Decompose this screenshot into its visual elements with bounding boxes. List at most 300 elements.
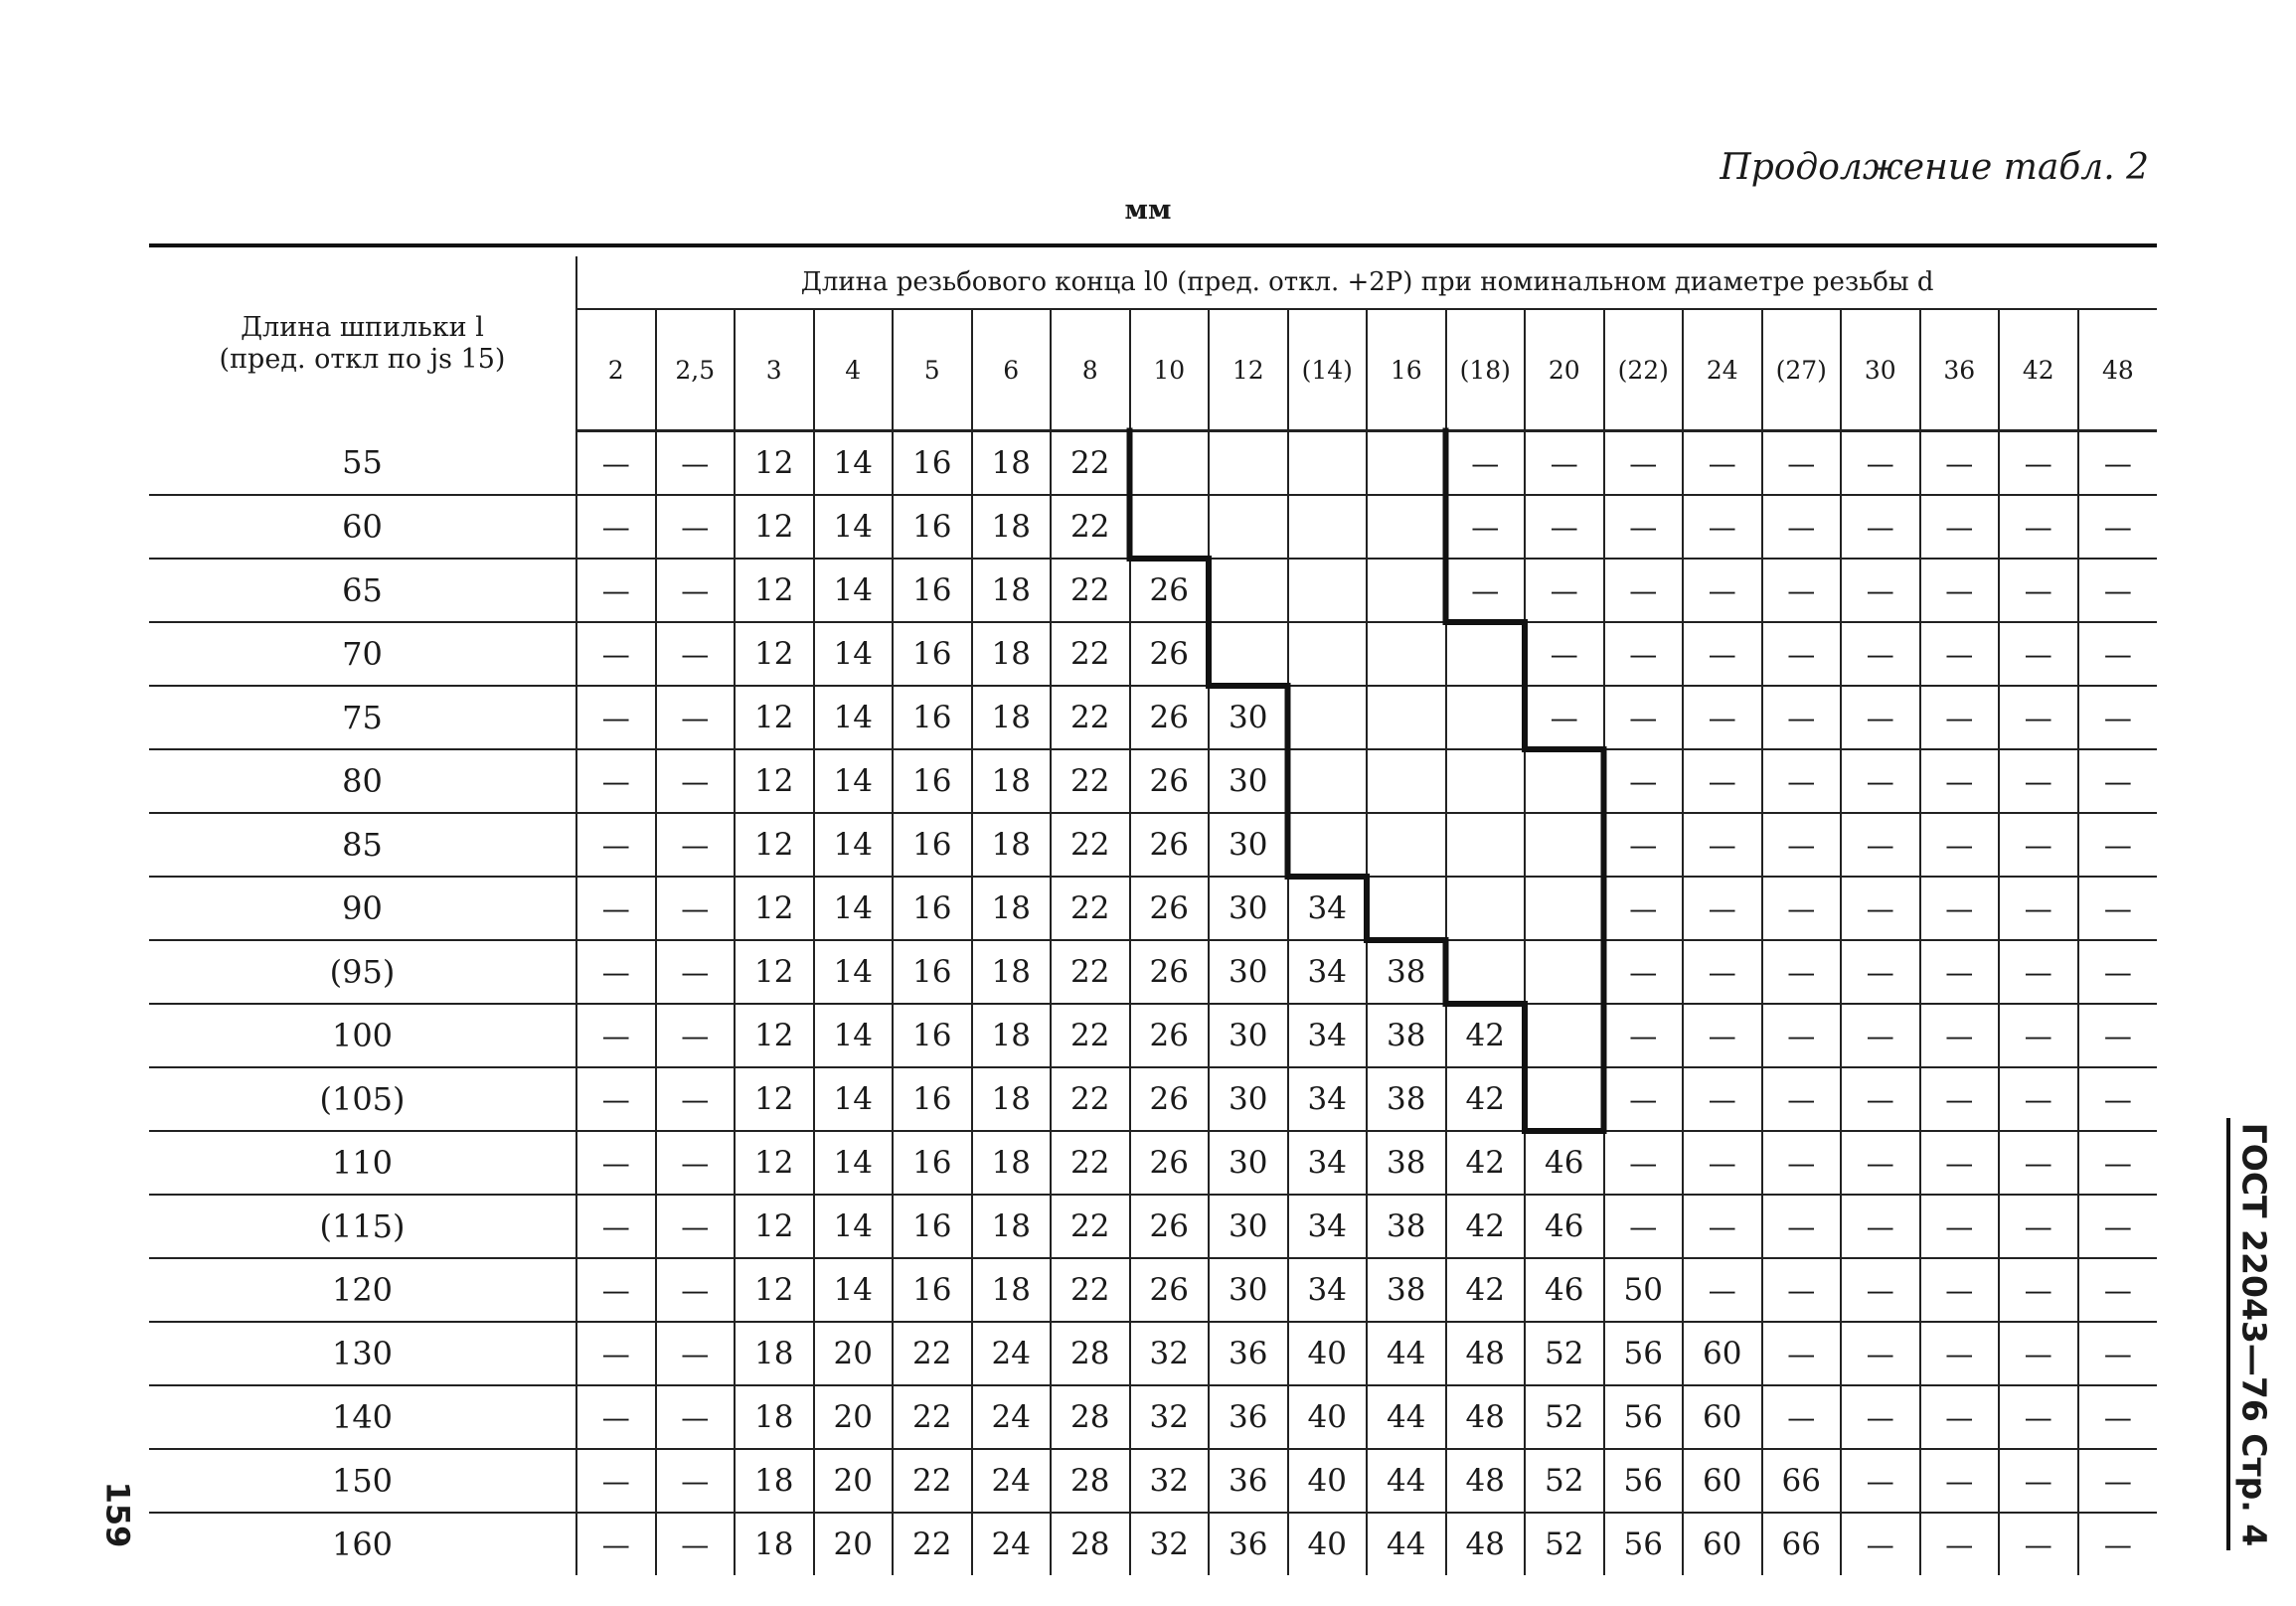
- diameter-header: 8: [1051, 309, 1130, 431]
- thread-length-cell: 48: [1446, 1322, 1526, 1385]
- stud-length: 85: [149, 813, 576, 877]
- thread-length-cell: 26: [1130, 749, 1210, 813]
- thread-length-cell: —: [2078, 940, 2158, 1004]
- thread-length-cell: 14: [814, 431, 894, 496]
- thread-length-cell: 22: [893, 1385, 972, 1449]
- thread-length-cell: —: [1762, 431, 1842, 496]
- diameter-header: 3: [735, 309, 814, 431]
- thread-length-cell: 18: [972, 559, 1052, 622]
- thread-length-cell: [1288, 749, 1368, 813]
- thread-length-cell: 40: [1288, 1385, 1368, 1449]
- thread-length-cell: —: [1920, 1258, 2000, 1322]
- thread-length-cell: 22: [1051, 431, 1130, 496]
- thread-length-cell: 24: [972, 1385, 1052, 1449]
- thread-length-cell: —: [1841, 1385, 1920, 1449]
- thread-length-cell: 34: [1288, 1067, 1368, 1131]
- margin-text: ГОСТ 22043—76 Стр. 4: [2234, 1122, 2274, 1546]
- thread-length-cell: 48: [1446, 1385, 1526, 1449]
- thread-length-cell: —: [1841, 1004, 1920, 1067]
- thread-length-cell: 16: [893, 877, 972, 940]
- thread-length-cell: 16: [893, 686, 972, 749]
- thread-length-cell: 18: [735, 1322, 814, 1385]
- thread-length-cell: —: [2078, 431, 2158, 496]
- thread-length-cell: —: [576, 1067, 656, 1131]
- thread-length-cell: —: [1999, 749, 2078, 813]
- thread-length-cell: —: [1604, 940, 1684, 1004]
- thread-length-cell: —: [656, 749, 736, 813]
- thread-length-cell: —: [1841, 877, 1920, 940]
- stub-header-line1: Длина шпильки l: [241, 311, 484, 343]
- table-row: [149, 1131, 2157, 1195]
- thread-length-cell: —: [1683, 1067, 1762, 1131]
- thread-length-cell: —: [576, 1449, 656, 1513]
- page-number: 159: [98, 1481, 137, 1548]
- thread-length-cell: 60: [1683, 1385, 1762, 1449]
- thread-length-cell: —: [576, 1258, 656, 1322]
- thread-length-cell: 56: [1604, 1449, 1684, 1513]
- table-row: [149, 877, 2157, 940]
- thread-length-cell: [1367, 686, 1446, 749]
- thread-length-cell: 16: [893, 1131, 972, 1195]
- thread-length-cell: —: [2078, 1513, 2158, 1575]
- top-rule: [149, 243, 2157, 247]
- thread-length-cell: —: [576, 1131, 656, 1195]
- thread-length-cell: 42: [1446, 1131, 1526, 1195]
- thread-length-cell: —: [1841, 813, 1920, 877]
- thread-length-cell: [1446, 813, 1526, 877]
- thread-length-cell: 32: [1130, 1385, 1210, 1449]
- thread-length-cell: 40: [1288, 1513, 1368, 1575]
- thread-length-cell: —: [1604, 1067, 1684, 1131]
- thread-length-cell: 18: [972, 940, 1052, 1004]
- thread-length-cell: —: [1999, 940, 2078, 1004]
- thread-length-cell: 26: [1130, 1004, 1210, 1067]
- thread-length-cell: —: [1999, 686, 2078, 749]
- thread-length-cell: —: [2078, 1449, 2158, 1513]
- thread-length-cell: —: [1604, 749, 1684, 813]
- thread-length-cell: —: [656, 431, 736, 496]
- stud-length-table: [149, 256, 2157, 1575]
- thread-length-cell: 28: [1051, 1449, 1130, 1513]
- diameter-header: 20: [1525, 309, 1604, 431]
- stub-header: [149, 256, 576, 431]
- thread-length-cell: —: [1683, 559, 1762, 622]
- thread-length-cell: —: [1999, 431, 2078, 496]
- thread-length-cell: [1130, 495, 1210, 559]
- thread-length-cell: —: [2078, 1131, 2158, 1195]
- thread-length-cell: [1446, 749, 1526, 813]
- thread-length-cell: [1288, 686, 1368, 749]
- thread-length-cell: —: [1920, 1195, 2000, 1258]
- thread-length-cell: 32: [1130, 1449, 1210, 1513]
- thread-length-cell: —: [1920, 1131, 2000, 1195]
- thread-length-cell: 56: [1604, 1385, 1684, 1449]
- thread-length-cell: 12: [735, 431, 814, 496]
- thread-length-cell: 56: [1604, 1513, 1684, 1575]
- thread-length-cell: 30: [1209, 749, 1288, 813]
- diameter-header: 48: [2078, 309, 2158, 431]
- thread-length-cell: 38: [1367, 1004, 1446, 1067]
- thread-length-cell: —: [1999, 1513, 2078, 1575]
- thread-length-cell: —: [1999, 1449, 2078, 1513]
- thread-length-cell: —: [1525, 559, 1604, 622]
- thread-length-cell: 40: [1288, 1449, 1368, 1513]
- diameter-header: (22): [1604, 309, 1684, 431]
- thread-length-cell: —: [1446, 495, 1526, 559]
- thread-length-cell: —: [576, 1195, 656, 1258]
- thread-length-cell: —: [656, 1385, 736, 1449]
- thread-length-cell: —: [1683, 813, 1762, 877]
- thread-length-cell: —: [1762, 749, 1842, 813]
- stud-length: (115): [149, 1195, 576, 1258]
- table-row: [149, 813, 2157, 877]
- thread-length-cell: 52: [1525, 1513, 1604, 1575]
- thread-length-cell: —: [2078, 1195, 2158, 1258]
- thread-length-cell: —: [1920, 940, 2000, 1004]
- thread-length-cell: —: [1762, 1385, 1842, 1449]
- thread-length-cell: —: [1999, 1004, 2078, 1067]
- thread-length-cell: 38: [1367, 1067, 1446, 1131]
- table-row: [149, 940, 2157, 1004]
- thread-length-cell: 44: [1367, 1513, 1446, 1575]
- table-row: [149, 1004, 2157, 1067]
- thread-length-cell: —: [1999, 495, 2078, 559]
- thread-length-cell: 12: [735, 749, 814, 813]
- thread-length-cell: [1209, 495, 1288, 559]
- thread-length-cell: 52: [1525, 1322, 1604, 1385]
- thread-length-cell: 26: [1130, 1067, 1210, 1131]
- thread-length-cell: 26: [1130, 686, 1210, 749]
- thread-length-cell: 16: [893, 940, 972, 1004]
- thread-length-cell: 44: [1367, 1385, 1446, 1449]
- thread-length-cell: —: [1920, 559, 2000, 622]
- thread-length-cell: 34: [1288, 1195, 1368, 1258]
- diameter-header: 16: [1367, 309, 1446, 431]
- thread-length-cell: —: [1920, 749, 2000, 813]
- thread-length-cell: 14: [814, 1195, 894, 1258]
- thread-length-cell: —: [1999, 877, 2078, 940]
- thread-length-cell: —: [2078, 1004, 2158, 1067]
- stub-header-line2: (пред. откл по js 15): [219, 343, 506, 375]
- thread-length-cell: [1288, 622, 1368, 686]
- thread-length-cell: 26: [1130, 1195, 1210, 1258]
- thread-length-cell: 52: [1525, 1385, 1604, 1449]
- thread-length-cell: —: [1841, 1195, 1920, 1258]
- table-row: [149, 1258, 2157, 1322]
- thread-length-cell: —: [1604, 495, 1684, 559]
- thread-length-cell: —: [1841, 749, 1920, 813]
- thread-length-cell: —: [1920, 1004, 2000, 1067]
- thread-length-cell: 12: [735, 1195, 814, 1258]
- thread-length-cell: 36: [1209, 1513, 1288, 1575]
- thread-length-cell: 12: [735, 1131, 814, 1195]
- thread-length-cell: [1446, 940, 1526, 1004]
- table-row: [149, 749, 2157, 813]
- stud-length: 130: [149, 1322, 576, 1385]
- thread-length-cell: —: [1604, 431, 1684, 496]
- thread-length-cell: —: [1841, 1322, 1920, 1385]
- thread-length-cell: 30: [1209, 1004, 1288, 1067]
- thread-length-cell: —: [2078, 749, 2158, 813]
- stud-length: 70: [149, 622, 576, 686]
- thread-length-cell: 24: [972, 1513, 1052, 1575]
- diameter-header: 42: [1999, 309, 2078, 431]
- thread-length-cell: 46: [1525, 1195, 1604, 1258]
- stud-length: 65: [149, 559, 576, 622]
- thread-length-cell: —: [1841, 1067, 1920, 1131]
- thread-length-cell: [1367, 495, 1446, 559]
- thread-length-cell: —: [1762, 1067, 1842, 1131]
- table-row: [149, 1513, 2157, 1575]
- thread-length-cell: 14: [814, 877, 894, 940]
- thread-length-cell: 12: [735, 559, 814, 622]
- table-row: [149, 1067, 2157, 1131]
- thread-length-cell: —: [1841, 622, 1920, 686]
- thread-length-cell: —: [656, 622, 736, 686]
- thread-length-cell: —: [656, 1513, 736, 1575]
- thread-length-cell: —: [1683, 495, 1762, 559]
- thread-length-cell: —: [1683, 622, 1762, 686]
- thread-length-cell: —: [576, 749, 656, 813]
- diameter-header: 6: [972, 309, 1052, 431]
- thread-length-cell: [1367, 559, 1446, 622]
- thread-length-cell: —: [576, 940, 656, 1004]
- thread-length-cell: 36: [1209, 1449, 1288, 1513]
- thread-length-cell: 22: [893, 1449, 972, 1513]
- thread-length-cell: —: [656, 1195, 736, 1258]
- thread-length-cell: —: [1683, 686, 1762, 749]
- thread-length-cell: 18: [972, 749, 1052, 813]
- thread-length-cell: —: [576, 1513, 656, 1575]
- thread-length-cell: —: [2078, 559, 2158, 622]
- thread-length-cell: 22: [1051, 686, 1130, 749]
- thread-length-cell: —: [1762, 877, 1842, 940]
- thread-length-cell: —: [576, 622, 656, 686]
- table-row: [149, 1195, 2157, 1258]
- thread-length-cell: —: [1920, 686, 2000, 749]
- thread-length-cell: —: [1841, 940, 1920, 1004]
- thread-length-cell: 18: [972, 877, 1052, 940]
- thread-length-cell: —: [1604, 877, 1684, 940]
- stud-length: 110: [149, 1131, 576, 1195]
- thread-length-cell: [1288, 431, 1368, 496]
- thread-length-cell: 38: [1367, 1195, 1446, 1258]
- thread-length-cell: —: [576, 877, 656, 940]
- thread-length-cell: 44: [1367, 1449, 1446, 1513]
- diameter-header: 5: [893, 309, 972, 431]
- thread-length-cell: 18: [972, 1258, 1052, 1322]
- thread-length-cell: 14: [814, 940, 894, 1004]
- stud-length: 100: [149, 1004, 576, 1067]
- thread-length-cell: —: [656, 813, 736, 877]
- thread-length-cell: 16: [893, 559, 972, 622]
- thread-length-cell: 18: [735, 1513, 814, 1575]
- thread-length-cell: —: [1999, 1131, 2078, 1195]
- thread-length-cell: —: [1604, 1004, 1684, 1067]
- thread-length-cell: —: [1762, 1195, 1842, 1258]
- diameter-header: 24: [1683, 309, 1762, 431]
- thread-length-cell: 38: [1367, 940, 1446, 1004]
- thread-length-cell: —: [1920, 1322, 2000, 1385]
- thread-length-cell: —: [1762, 940, 1842, 1004]
- thread-length-cell: 22: [1051, 1004, 1130, 1067]
- thread-length-cell: 34: [1288, 877, 1368, 940]
- table-row: [149, 431, 2157, 496]
- thread-length-cell: [1446, 877, 1526, 940]
- diameter-header: (18): [1446, 309, 1526, 431]
- thread-length-cell: 38: [1367, 1131, 1446, 1195]
- thread-length-cell: —: [2078, 622, 2158, 686]
- thread-length-cell: 26: [1130, 877, 1210, 940]
- thread-length-cell: 52: [1525, 1449, 1604, 1513]
- thread-length-cell: —: [1920, 813, 2000, 877]
- thread-length-cell: —: [1999, 1067, 2078, 1131]
- thread-length-cell: —: [1446, 431, 1526, 496]
- thread-length-cell: 36: [1209, 1322, 1288, 1385]
- thread-length-cell: —: [1683, 431, 1762, 496]
- stud-length: (95): [149, 940, 576, 1004]
- thread-length-cell: —: [1920, 495, 2000, 559]
- thread-length-cell: 28: [1051, 1513, 1130, 1575]
- thread-length-cell: —: [2078, 1258, 2158, 1322]
- thread-length-cell: 14: [814, 749, 894, 813]
- thread-length-cell: 26: [1130, 622, 1210, 686]
- thread-length-cell: 16: [893, 813, 972, 877]
- table-row: [149, 1322, 2157, 1385]
- thread-length-cell: —: [1920, 431, 2000, 496]
- thread-length-cell: —: [1762, 559, 1842, 622]
- thread-length-cell: —: [1841, 1131, 1920, 1195]
- thread-length-cell: —: [1762, 622, 1842, 686]
- thread-length-cell: 22: [1051, 495, 1130, 559]
- thread-length-cell: —: [656, 940, 736, 1004]
- thread-length-cell: 32: [1130, 1322, 1210, 1385]
- thread-length-cell: —: [1683, 1195, 1762, 1258]
- thread-length-cell: —: [1604, 622, 1684, 686]
- table-row: [149, 1385, 2157, 1449]
- thread-length-cell: 14: [814, 1258, 894, 1322]
- thread-length-cell: —: [656, 559, 736, 622]
- thread-length-cell: 50: [1604, 1258, 1684, 1322]
- thread-length-cell: —: [1762, 495, 1842, 559]
- thread-length-cell: [1130, 431, 1210, 496]
- thread-length-cell: 30: [1209, 877, 1288, 940]
- thread-length-cell: 12: [735, 1067, 814, 1131]
- table-caption: Длина резьбового конца l0 (пред. откл. +2P) при номинальном диаметре резьбы d: [576, 256, 2157, 309]
- thread-length-cell: [1446, 622, 1526, 686]
- thread-length-cell: —: [1841, 1513, 1920, 1575]
- diameter-header: 30: [1841, 309, 1920, 431]
- thread-length-cell: 46: [1525, 1258, 1604, 1322]
- thread-length-cell: [1367, 813, 1446, 877]
- thread-length-cell: 48: [1446, 1513, 1526, 1575]
- thread-length-cell: 60: [1683, 1322, 1762, 1385]
- thread-length-cell: [1525, 940, 1604, 1004]
- thread-length-cell: [1288, 559, 1368, 622]
- thread-length-cell: —: [1446, 559, 1526, 622]
- thread-length-cell: 22: [1051, 1067, 1130, 1131]
- thread-length-cell: [1525, 749, 1604, 813]
- thread-length-cell: 42: [1446, 1195, 1526, 1258]
- table-row: [149, 559, 2157, 622]
- thread-length-cell: 28: [1051, 1385, 1130, 1449]
- thread-length-cell: —: [2078, 813, 2158, 877]
- thread-length-cell: [1367, 877, 1446, 940]
- thread-length-cell: —: [1920, 1513, 2000, 1575]
- thread-length-cell: 26: [1130, 559, 1210, 622]
- table-row: [149, 622, 2157, 686]
- thread-length-cell: 18: [972, 622, 1052, 686]
- thread-length-cell: —: [1525, 431, 1604, 496]
- thread-length-cell: —: [2078, 686, 2158, 749]
- thread-length-cell: [1209, 559, 1288, 622]
- stud-length: 90: [149, 877, 576, 940]
- thread-length-cell: —: [1999, 1195, 2078, 1258]
- thread-length-cell: 26: [1130, 1258, 1210, 1322]
- thread-length-cell: [1288, 495, 1368, 559]
- thread-length-cell: 34: [1288, 1131, 1368, 1195]
- thread-length-cell: 16: [893, 1258, 972, 1322]
- thread-length-cell: 22: [1051, 1258, 1130, 1322]
- stud-length: 60: [149, 495, 576, 559]
- thread-length-cell: —: [1683, 877, 1762, 940]
- thread-length-cell: —: [1999, 1385, 2078, 1449]
- thread-length-cell: 12: [735, 813, 814, 877]
- thread-length-cell: —: [1920, 877, 2000, 940]
- thread-length-cell: 34: [1288, 1258, 1368, 1322]
- thread-length-cell: —: [576, 431, 656, 496]
- thread-length-cell: —: [656, 1067, 736, 1131]
- thread-length-cell: 28: [1051, 1322, 1130, 1385]
- table-body: [149, 431, 2157, 1576]
- thread-length-cell: —: [1999, 813, 2078, 877]
- thread-length-cell: 30: [1209, 1195, 1288, 1258]
- thread-length-cell: 12: [735, 686, 814, 749]
- unit-label: мм: [1124, 195, 1172, 226]
- thread-length-cell: 18: [972, 1195, 1052, 1258]
- stud-length: 80: [149, 749, 576, 813]
- thread-length-cell: 30: [1209, 1067, 1288, 1131]
- thread-length-cell: —: [656, 1258, 736, 1322]
- thread-length-cell: 16: [893, 1004, 972, 1067]
- thread-length-cell: 30: [1209, 1258, 1288, 1322]
- thread-length-cell: 22: [1051, 622, 1130, 686]
- thread-length-cell: [1367, 749, 1446, 813]
- thread-length-cell: —: [656, 1004, 736, 1067]
- thread-length-cell: 12: [735, 1004, 814, 1067]
- thread-length-cell: [1367, 622, 1446, 686]
- thread-length-cell: —: [1841, 495, 1920, 559]
- thread-length-cell: 20: [814, 1322, 894, 1385]
- stud-length: 55: [149, 431, 576, 496]
- thread-length-cell: —: [656, 1449, 736, 1513]
- thread-length-cell: —: [1762, 1131, 1842, 1195]
- thread-length-cell: 16: [893, 495, 972, 559]
- diameter-header: 2: [576, 309, 656, 431]
- thread-length-cell: 18: [735, 1385, 814, 1449]
- thread-length-cell: 44: [1367, 1322, 1446, 1385]
- thread-length-cell: —: [1920, 1067, 2000, 1131]
- thread-length-cell: —: [1683, 940, 1762, 1004]
- thread-length-cell: —: [1841, 431, 1920, 496]
- thread-length-cell: —: [656, 686, 736, 749]
- thread-length-cell: —: [1762, 1004, 1842, 1067]
- thread-length-cell: 18: [972, 1067, 1052, 1131]
- thread-length-cell: —: [1999, 622, 2078, 686]
- thread-length-cell: 30: [1209, 813, 1288, 877]
- stud-length: 120: [149, 1258, 576, 1322]
- thread-length-cell: —: [1762, 813, 1842, 877]
